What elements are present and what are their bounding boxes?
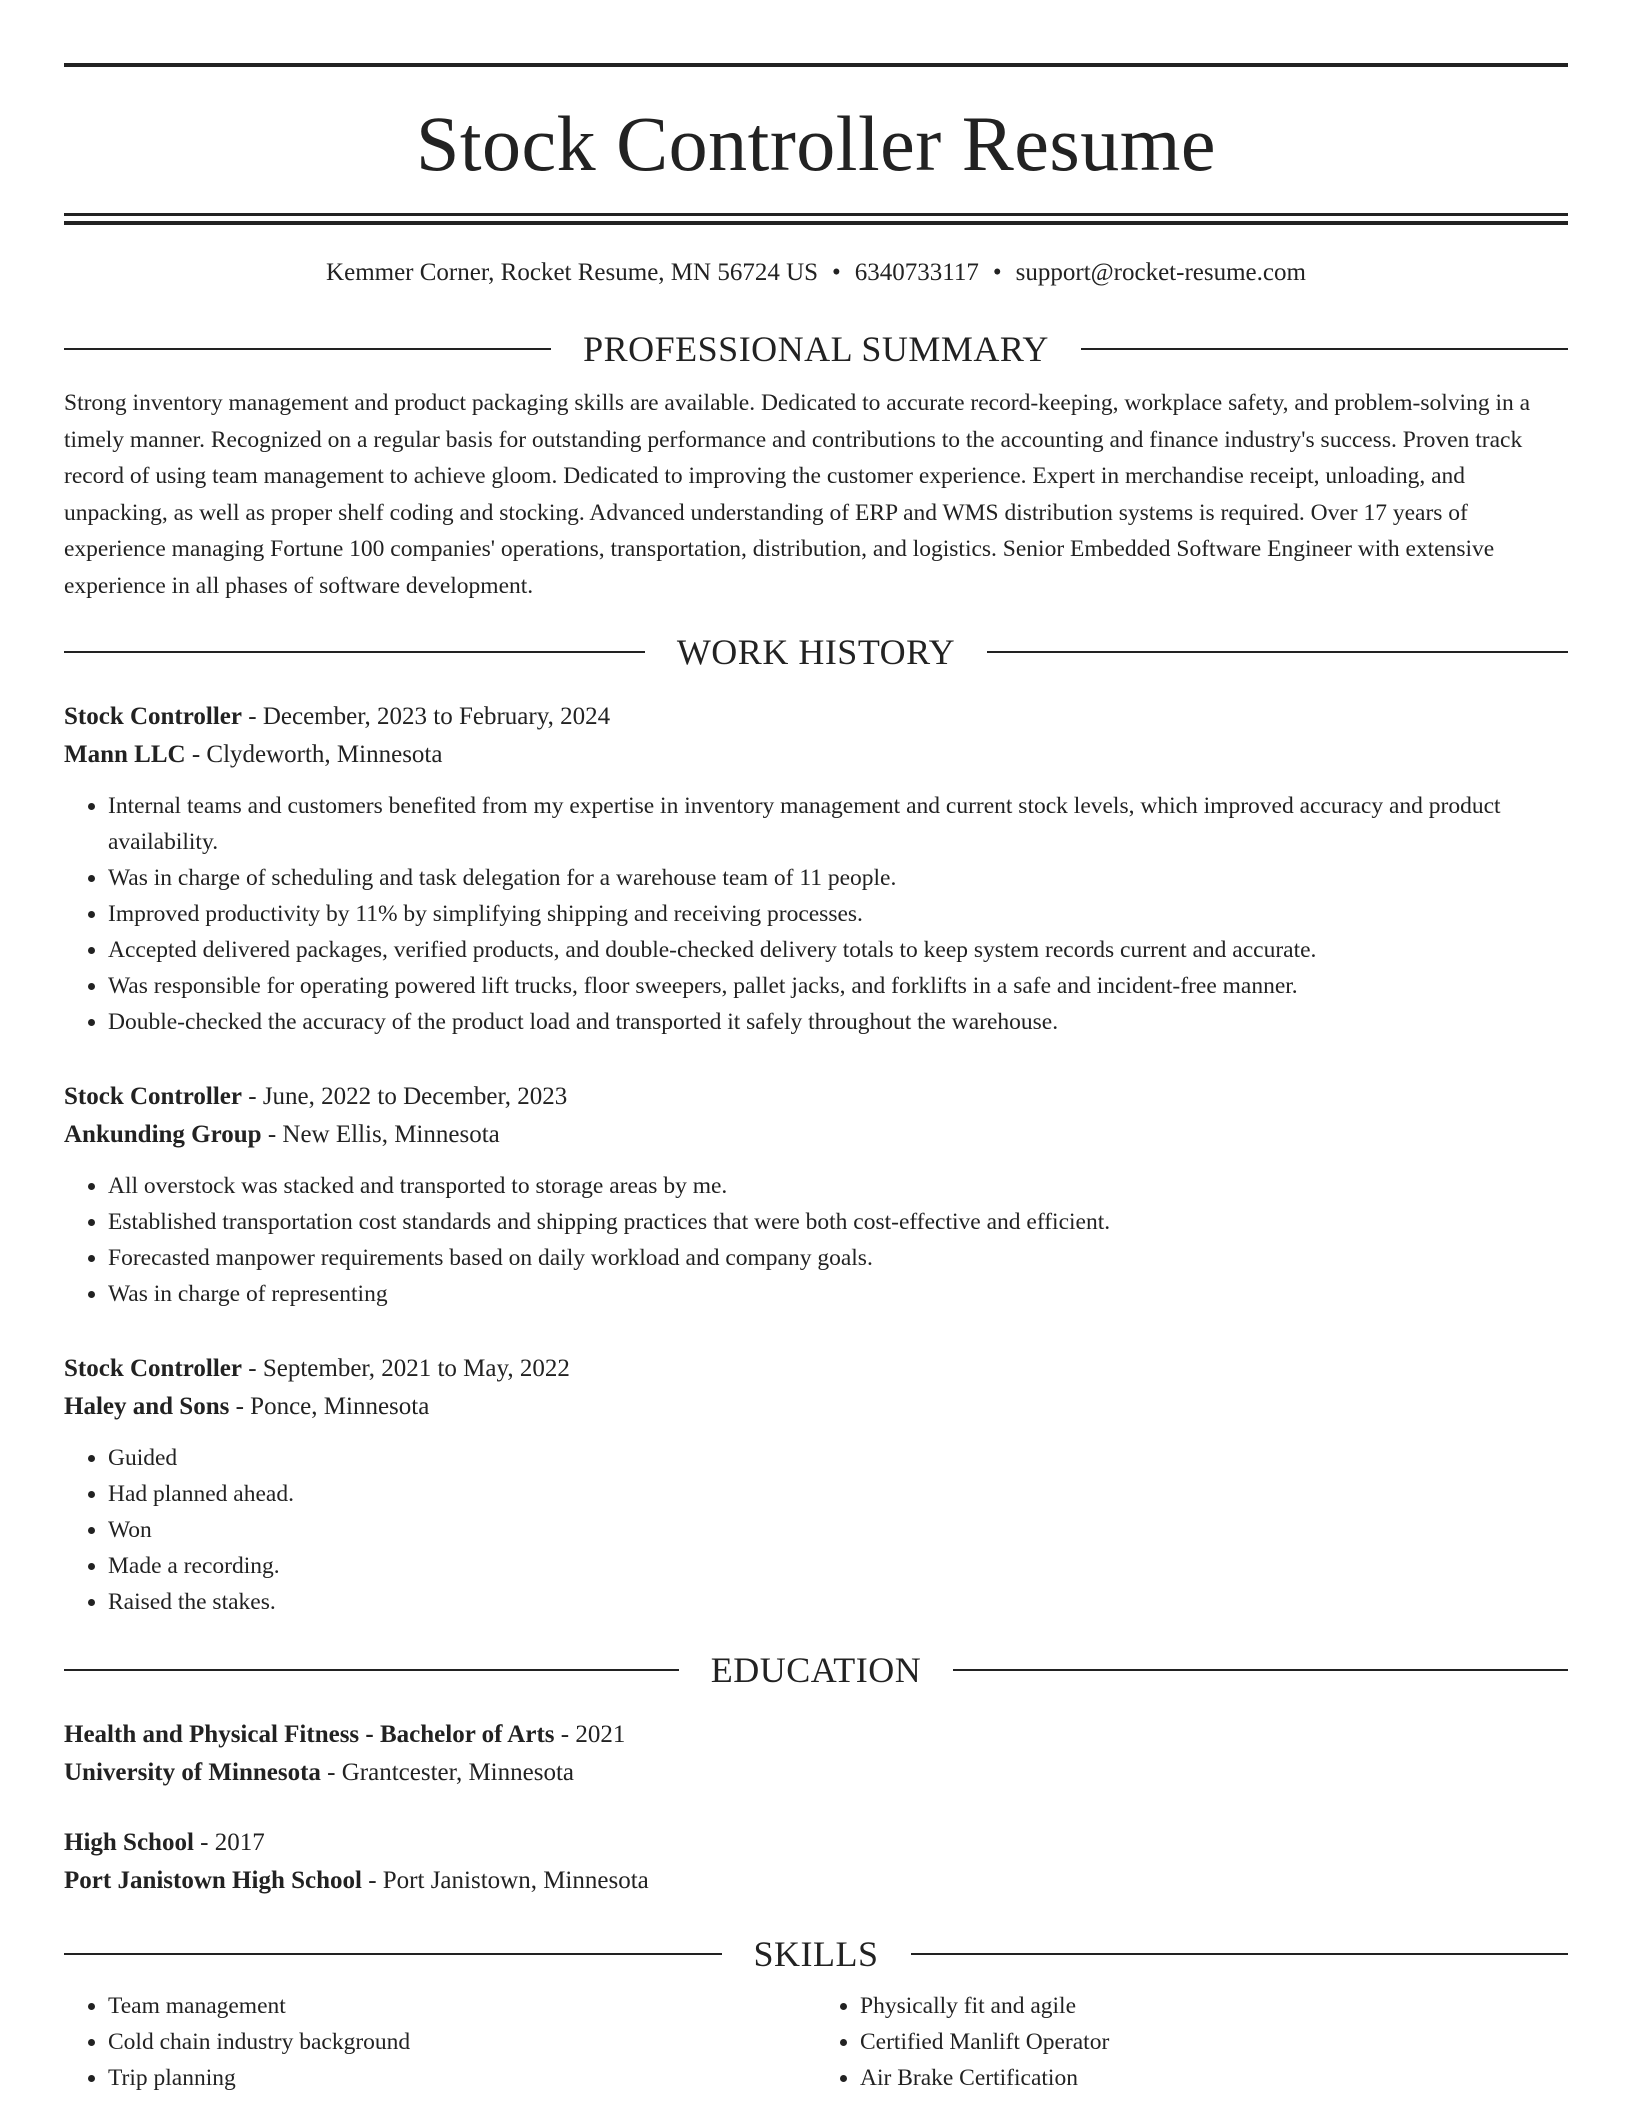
summary-text: Strong inventory management and product packaging skills are available. Dedicated to accurate record-keeping, workplace safety, and problem-solving in a timely manner. Recognized on a regular basis for outstanding performance and contributions to the accounting and finance industry's success. Proven track record of using team management to achieve gloom. Dedicated to improving the customer experience. Expert in merchandise receipt, unloading, and unpacking, as well as proper shelf coding and stocking. Advanced understanding of ERP and WMS distribution systems is required. Over 17 years of experience managing Fortune 100 companies' operations, transportation, distribution, and logistics. Senior Embedded Software Engineer with extensive experience in all phases of software development. [64,390,1531,599]
job-bullet: • Forecasted manpower requirements based on daily workload and company goals. [108,1240,1568,1276]
skill-item: • Air Brake Certification [860,2060,1568,2096]
job-bullet: • Internal teams and customers benefited from my expertise in inventory management and current stock levels, which improved accuracy and product availability. [108,788,1568,860]
skill-item: • Cold chain industry background [108,2024,816,2060]
skill-item: • Team management [108,1988,816,2024]
education-degree-line [64,1716,1568,1754]
job-bullets [64,1168,1568,1312]
top-rule [64,63,1568,67]
job-dates: - September, 2021 to May, 2022 [248,1355,570,1382]
education-entry [64,1824,1568,1900]
contact-line [64,258,1568,288]
job-company-line [64,1388,1568,1426]
contact-phone: 6340733117 [854,259,979,286]
job-bullet: • Made a recording. [108,1548,1568,1584]
job-bullet: • Guided [108,1440,1568,1476]
education-school: Port Janistown High School [64,1867,362,1894]
work-history-heading [64,634,1568,670]
job-bullet: • All overstock was stacked and transported to storage areas by me. [108,1168,1568,1204]
summary-heading-label: PROFESSIONAL SUMMARY [583,329,1049,369]
job-title: Stock Controller [64,1355,242,1382]
education-entry [64,1716,1568,1792]
job-bullet: • Double-checked the accuracy of the product load and transported it safely throughout the warehouse. [108,1004,1568,1040]
job-bullet: • Improved productivity by 11% by simplifying shipping and receiving processes. [108,896,1568,932]
job-company: Haley and Sons [64,1393,230,1420]
education-school: University of Minnesota [64,1759,321,1786]
job-bullets [64,1440,1568,1620]
summary-heading [64,331,1568,367]
work-history-heading-label: WORK HISTORY [676,632,956,672]
education-school-line [64,1862,1568,1900]
resume-title: Stock Controller Resume [415,100,1217,187]
contact-separator: • [832,259,841,286]
job-title: Stock Controller [64,703,242,730]
skills-heading-label: SKILLS [753,1934,879,1974]
education-location: - Grantcester, Minnesota [327,1759,574,1786]
job-dates: - December, 2023 to February, 2024 [248,703,611,730]
job-location: - Ponce, Minnesota [235,1393,430,1420]
job-title: Stock Controller [64,1083,242,1110]
job-bullet: • Won [108,1512,1568,1548]
job-bullet: • Had planned ahead. [108,1476,1568,1512]
title-double-rule [64,213,1568,225]
skill-item: • Certified Manlift Operator [860,2024,1568,2060]
education-year: - 2021 [560,1721,626,1748]
skills-heading [64,1936,1568,1972]
job-company: Mann LLC [64,741,186,768]
education-school-line [64,1754,1568,1792]
contact-email: support@rocket-resume.com [1015,259,1306,286]
education-degree-line [64,1824,1568,1862]
job-bullet: • Was responsible for operating powered lift trucks, floor sweepers, pallet jacks, and forklifts in a safe and incident-free manner. [108,968,1568,1004]
skill-item: • Physically fit and agile [860,1988,1568,2024]
job-title-line [64,1078,1568,1116]
education-heading-label: EDUCATION [710,1650,922,1690]
job-location: - New Ellis, Minnesota [267,1121,500,1148]
education-location: - Port Janistown, Minnesota [368,1867,649,1894]
job-location: - Clydeworth, Minnesota [191,741,443,768]
contact-address: Kemmer Corner, Rocket Resume, MN 56724 US [326,259,819,286]
education-degree: Health and Physical Fitness - Bachelor of Arts [64,1721,555,1748]
job-bullet: • Established transportation cost standards and shipping practices that were both cost-effective and efficient. [108,1204,1568,1240]
job-entry [64,1350,1568,1620]
job-bullet: • Accepted delivered packages, verified products, and double-checked delivery totals to keep system records current and accurate. [108,932,1568,968]
job-entry [64,1078,1568,1312]
job-company-line [64,736,1568,774]
education-degree: High School [64,1829,194,1856]
contact-separator: • [992,259,1002,286]
skills-list-left [64,1988,816,2096]
job-company-line [64,1116,1568,1154]
skills-columns [64,1988,1568,2096]
job-title-line [64,698,1568,736]
job-bullet: • Was in charge of representing [108,1276,1568,1312]
education-year: - 2017 [200,1829,265,1856]
skill-item: • Trip planning [108,2060,816,2096]
job-title-line [64,1350,1568,1388]
resume-page [64,0,1568,2096]
education-heading [64,1652,1568,1688]
skills-list-right [816,1988,1568,2096]
job-dates: - June, 2022 to December, 2023 [248,1083,568,1110]
job-bullet: • Raised the stakes. [108,1584,1568,1620]
job-bullets [64,788,1568,1040]
job-bullet: • Was in charge of scheduling and task delegation for a warehouse team of 11 people. [108,860,1568,896]
job-entry [64,698,1568,1040]
job-company: Ankunding Group [64,1121,262,1148]
